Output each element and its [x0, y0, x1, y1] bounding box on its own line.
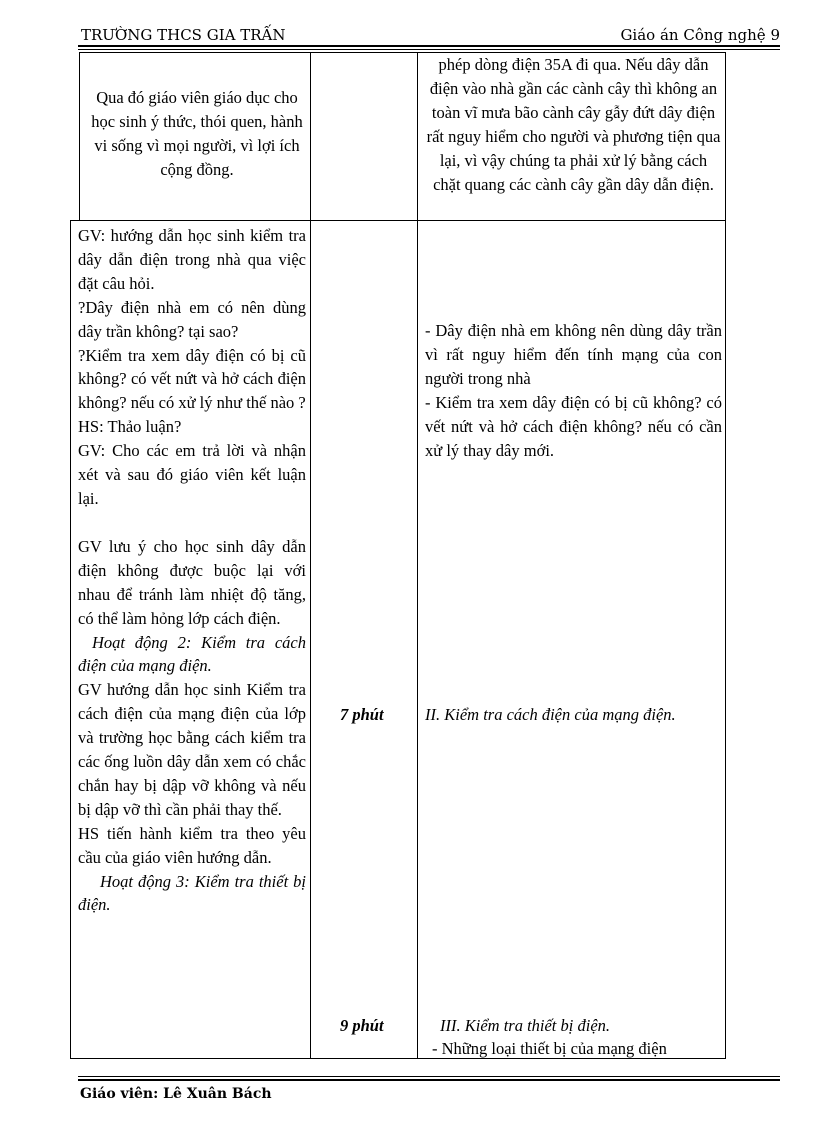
- table-border-left: [70, 220, 71, 1059]
- row1-right-text: phép dòng điện 35A đi qua. Nếu dây dẫn điện vào nhà gần các cành cây thì không an toàn vĩ mưa bão cành cây gẫy đứt dây điện rất nguy hiểm cho người và phương tiện qua lại, vì vậy chúng ta phải xử lý bằng cách chặt quang các cành cây gần dây dẫn điện.: [426, 55, 721, 194]
- question-1: ?Dây điện nhà em có nên dùng dây trần không? tại sao?: [78, 297, 306, 341]
- footer-rule: [78, 1079, 780, 1081]
- hs-discussion: HS: Thảo luận?: [78, 417, 182, 437]
- column-divider-2: [417, 52, 418, 1059]
- gv-instruction: GV: hướng dẫn học sinh kiểm tra dây dẫn điện trong nhà qua việc đặt câu hỏi.: [78, 226, 306, 293]
- table-border-right: [725, 52, 726, 1059]
- section-2-heading: II. Kiểm tra cách điện của mạng điện.: [425, 705, 676, 724]
- lesson-table: [70, 52, 726, 1059]
- gv-note: GV lưu ý cho học sinh dây dẫn điện không được buộc lại với nhau để tránh làm nhiệt độ tăng, có thể làm hỏng lớp cách điện.: [78, 536, 306, 628]
- activity-2-title: Hoạt động 2: Kiểm tra cách điện của mạng điện.: [78, 632, 306, 676]
- header-rule: [78, 45, 780, 47]
- table-border-left-top: [79, 52, 80, 220]
- activity-2-guide: GV hướng dẫn học sinh Kiểm tra cách điện của mạng điện của lớp và trường học bằng cách kiểm tra các ống luồn dây dẫn xem có chắc chắn hay bị dập vỡ không và nếu bị dập vỡ thì cần phải thay thế.: [78, 680, 306, 819]
- school-name: TRƯỜNG THCS GIA TRẤN: [81, 26, 286, 44]
- time-activity-3: 9 phút: [340, 1016, 384, 1035]
- activity-3-title: Hoạt động 3: Kiểm tra thiết bị điện.: [78, 871, 306, 915]
- equipment-line: - Những loại thiết bị của mạng điện: [432, 1039, 667, 1058]
- row-divider: [70, 220, 725, 221]
- gv-conclusion: GV: Cho các em trả lời và nhận xét và sau đó giáo viên kết luận lại.: [78, 441, 306, 508]
- row2-right-answers: [425, 319, 722, 462]
- document-subject: Giáo án Công nghệ 9: [620, 26, 780, 44]
- answer-2: - Kiểm tra xem dây điện có bị cũ không? có vết nứt và hở cách điện không? nếu có cần xử lý thay dây mới.: [425, 392, 722, 460]
- answer-1: - Dây điện nhà em không nên dùng dây trần vì rất nguy hiểm đến tính mạng của con người trong nhà: [425, 321, 722, 388]
- time-activity-2: 7 phút: [340, 705, 384, 724]
- activity-2-hs: HS tiến hành kiểm tra theo yêu cầu của giáo viên hướng dẫn.: [78, 823, 306, 867]
- section-3-heading: III. Kiểm tra thiết bị điện.: [440, 1016, 611, 1035]
- column-divider-1: [310, 52, 311, 1059]
- row1-left-text: Qua đó giáo viên giáo dục cho học sinh ý thức, thói quen, hành vi sống vì mọi người, vì lợi ích cộng đồng.: [91, 88, 303, 179]
- question-2: ?Kiểm tra xem dây điện có bị cũ không? có vết nứt và hở cách điện không? nếu có xử lý như thế nào ?: [78, 345, 306, 413]
- row2-left-content: [78, 224, 306, 917]
- footer-rule-thin: [78, 1076, 780, 1077]
- header-rule-thin: [78, 49, 780, 50]
- page-header: [78, 22, 780, 42]
- teacher-name: Giáo viên: Lê Xuân Bách: [80, 1086, 272, 1102]
